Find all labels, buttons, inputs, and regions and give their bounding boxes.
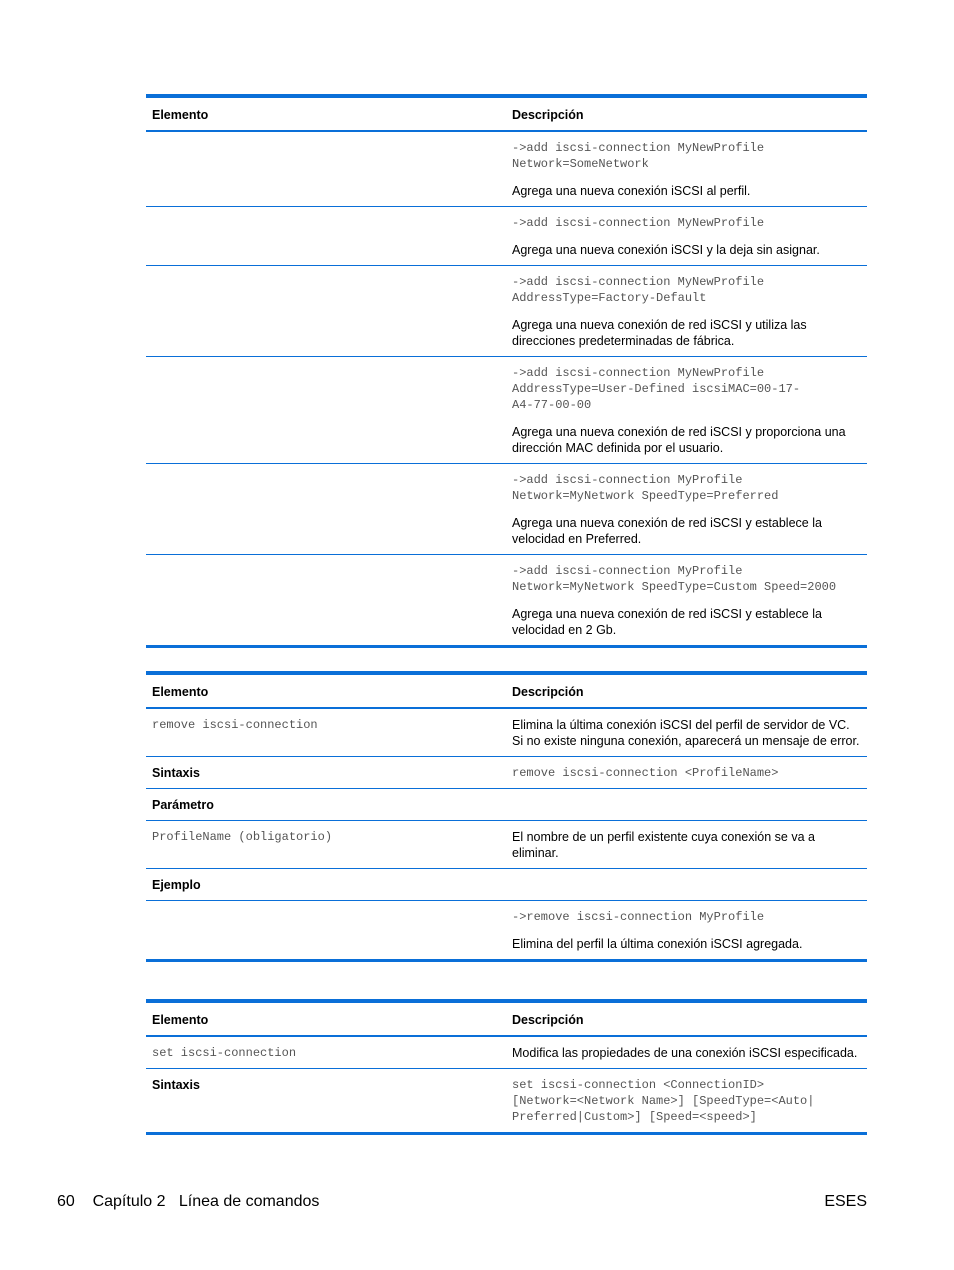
example-desc: Agrega una nueva conexión iSCSI al perfil. xyxy=(512,184,751,198)
table-row xyxy=(146,821,867,869)
table-row xyxy=(146,555,867,645)
header-descripcion: Descripción xyxy=(512,685,584,699)
param-name: ProfileName (obligatorio) xyxy=(152,830,333,844)
example-desc: Agrega una nueva conexión de red iSCSI y proporciona una dirección MAC definida por el usuario. xyxy=(512,425,846,455)
example-code: ->add iscsi-connection MyNewProfile Network=SomeNetwork xyxy=(512,141,765,171)
set-iscsi-connection-table xyxy=(146,999,867,1135)
table-row xyxy=(146,464,867,555)
example-code: ->add iscsi-connection MyNewProfile AddressType=Factory-Default xyxy=(512,275,765,305)
header-descripcion: Descripción xyxy=(512,108,584,122)
language-code: ESES xyxy=(824,1193,867,1210)
table-row xyxy=(146,757,867,789)
table-row xyxy=(146,901,867,959)
page-footer xyxy=(57,1192,867,1212)
remove-iscsi-connection-table xyxy=(146,671,867,962)
command-desc: Modifica las propiedades de una conexión iSCSI especificada. xyxy=(512,1046,858,1060)
example-label: Ejemplo xyxy=(152,878,201,892)
table-row xyxy=(146,132,867,207)
command-name: remove iscsi-connection xyxy=(152,718,318,732)
example-code: ->add iscsi-connection MyNewProfile AddressType=User-Defined iscsiMAC=00-17- A4-77-00-00 xyxy=(512,366,801,412)
example-code: ->add iscsi-connection MyNewProfile xyxy=(512,216,765,230)
table-header xyxy=(146,675,867,709)
table-row xyxy=(146,789,867,821)
syntax-code: remove iscsi-connection <ProfileName> xyxy=(512,766,779,780)
syntax-label: Sintaxis xyxy=(152,766,200,780)
example-desc: Agrega una nueva conexión de red iSCSI y utiliza las direcciones predeterminadas de fábrica. xyxy=(512,318,807,348)
example-code: ->remove iscsi-connection MyProfile xyxy=(512,910,765,924)
table-row xyxy=(146,869,867,901)
table-row xyxy=(146,1069,867,1132)
command-name: set iscsi-connection xyxy=(152,1046,297,1060)
header-descripcion: Descripción xyxy=(512,1013,584,1027)
param-desc: El nombre de un perfil existente cuya conexión se va a eliminar. xyxy=(512,830,815,860)
example-desc: Agrega una nueva conexión de red iSCSI y establece la velocidad en Preferred. xyxy=(512,516,822,546)
syntax-code: set iscsi-connection <ConnectionID> [Network=<Network Name>] [SpeedType=<Auto| Preferred|Custom>] [Speed=<speed>] xyxy=(512,1078,815,1124)
header-elemento: Elemento xyxy=(152,1013,209,1027)
page-number: 60 xyxy=(57,1193,75,1210)
table-row xyxy=(146,709,867,757)
example-desc: Agrega una nueva conexión de red iSCSI y establece la velocidad en 2 Gb. xyxy=(512,607,822,637)
syntax-label: Sintaxis xyxy=(152,1078,200,1092)
table-header xyxy=(146,98,867,132)
example-desc: Elimina del perfil la última conexión iSCSI agregada. xyxy=(512,937,803,951)
table-header xyxy=(146,1003,867,1037)
example-desc: Agrega una nueva conexión iSCSI y la deja sin asignar. xyxy=(512,243,820,257)
header-elemento: Elemento xyxy=(152,685,209,699)
chapter-title: Capítulo 2 Línea de comandos xyxy=(92,1193,320,1210)
command-desc: Elimina la última conexión iSCSI del perfil de servidor de VC. Si no existe ninguna conexión, aparecerá un mensaje de error. xyxy=(512,718,860,748)
header-elemento: Elemento xyxy=(152,108,209,122)
example-code: ->add iscsi-connection MyProfile Network=MyNetwork SpeedType=Preferred xyxy=(512,473,779,503)
table-row xyxy=(146,1037,867,1069)
examples-table-add xyxy=(146,94,867,648)
table-row xyxy=(146,207,867,266)
table-row xyxy=(146,357,867,464)
param-label: Parámetro xyxy=(152,798,214,812)
table-row xyxy=(146,266,867,357)
example-code: ->add iscsi-connection MyProfile Network=MyNetwork SpeedType=Custom Speed=2000 xyxy=(512,564,837,594)
